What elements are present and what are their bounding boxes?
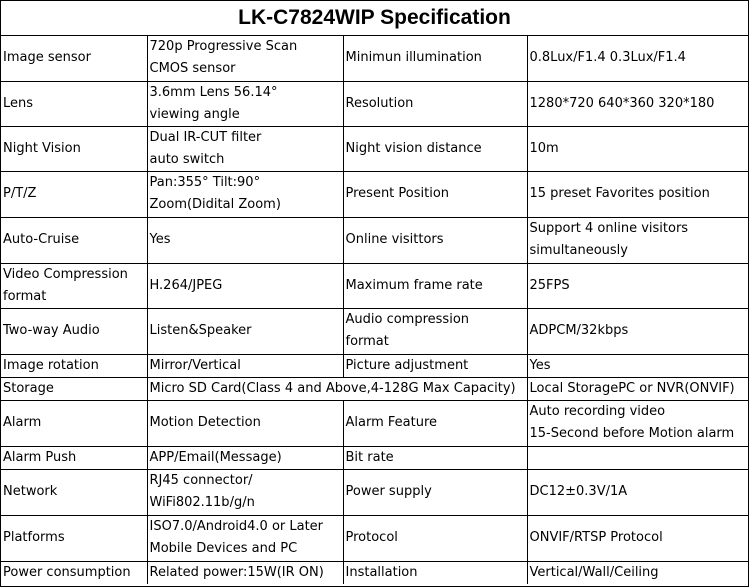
spec-value: 0.8Lux/F1.4 0.3Lux/F1.4 [527,36,749,81]
table-row [1,377,749,400]
spec-label: Alarm [1,400,147,446]
spec-value: 25FPS [527,263,749,308]
spec-label: Image sensor [1,36,147,81]
spec-label: Maximum frame rate [343,263,527,308]
spec-label: Resolution [343,81,527,126]
cell-line: viewing angle [149,106,240,122]
spec-value [527,400,749,446]
spec-value: Yes [147,217,343,263]
spec-label: Power supply [343,469,527,515]
spec-value: Mirror/Vertical [147,354,343,377]
spec-value: ONVIF/RTSP Protocol [527,515,749,561]
cell-line: auto switch [149,151,225,167]
table-row [1,126,749,171]
spec-value [147,36,343,81]
spec-table [1,36,749,584]
table-row [1,515,749,561]
cell-line: RJ45 connector/ [149,473,253,488]
cell-line: 3.6mm Lens 56.14° [149,84,278,100]
cell-line: 15-Second before Motion alarm [529,426,735,441]
spec-label: Minimun illumination [343,36,527,81]
spec-value: Vertical/Wall/Ceiling [527,561,749,584]
cell-line: 720p Progressive Scan [149,39,298,55]
spec-label: Lens [1,81,147,126]
spec-value [147,81,343,126]
cell-line: Audio compression [345,312,470,327]
spec-label: Present Position [343,171,527,217]
table-row [1,81,749,126]
cell-line: Pan:355° Tilt:90° [149,175,261,190]
table-row [1,171,749,217]
spec-value: Motion Detection [147,400,343,446]
spec-value: ADPCM/32kbps [527,308,749,354]
table-row [1,217,749,263]
spec-value: DC12±0.3V/1A [527,469,749,515]
cell-line: Zoom(Didital Zoom) [149,197,281,212]
spec-label: Two-way Audio [1,308,147,354]
cell-line: ISO7.0/Android4.0 or Later [149,519,324,534]
spec-value: 15 preset Favorites position [527,171,749,217]
spec-value: 10m [527,126,749,171]
cell-line: Auto recording video [529,404,666,419]
spec-value: 1280*720 640*360 320*180 [527,81,749,126]
spec-label: Power consumption [1,561,147,584]
table-row [1,354,749,377]
spec-value: Local StoragePC or NVR(ONVIF) [527,377,749,400]
cell-line: Video Compression [3,266,128,282]
cell-line: Support 4 online visitors [529,221,689,236]
spec-value: Listen&Speaker [147,308,343,354]
spec-label: Auto-Cruise [1,217,147,263]
spec-value: Micro SD Card(Class 4 and Above,4-128G Max Capacity) [147,377,527,400]
spec-value [147,126,343,171]
cell-line: simultaneously [529,243,628,258]
cell-line: Dual IR-CUT filter [149,129,262,145]
spec-value [527,217,749,263]
table-row [1,469,749,515]
spec-label: Platforms [1,515,147,561]
spec-value [527,446,749,469]
spec-label: Installation [343,561,527,584]
spec-value [147,469,343,515]
spec-label: Image rotation [1,354,147,377]
spec-label [1,263,147,308]
table-row [1,446,749,469]
cell-line: format [3,288,47,304]
cell-line: WiFi802.11b/g/n [149,495,255,510]
cell-line: Mobile Devices and PC [149,541,298,556]
spec-label: Storage [1,377,147,400]
spec-label: Picture adjustment [343,354,527,377]
cell-line: CMOS sensor [149,61,236,77]
spec-value: Related power:15W(IR ON) [147,561,343,584]
table-row [1,36,749,81]
spec-label: Online visittors [343,217,527,263]
table-row [1,561,749,584]
table-row [1,308,749,354]
spec-label: Bit rate [343,446,527,469]
cell-line: format [345,334,389,349]
spec-label: Network [1,469,147,515]
spec-label: Alarm Push [1,446,147,469]
spec-label [343,308,527,354]
spec-label: P/T/Z [1,171,147,217]
spec-value [147,171,343,217]
table-row [1,263,749,308]
spec-value: H.264/JPEG [147,263,343,308]
spec-value [147,515,343,561]
spec-value: APP/Email(Message) [147,446,343,469]
spec-label: Protocol [343,515,527,561]
spec-label: Night vision distance [343,126,527,171]
spec-label: Night Vision [1,126,147,171]
page-title: LK-C7824WIP Specification [1,1,748,36]
spec-label: Alarm Feature [343,400,527,446]
table-row [1,400,749,446]
spec-value: Yes [527,354,749,377]
